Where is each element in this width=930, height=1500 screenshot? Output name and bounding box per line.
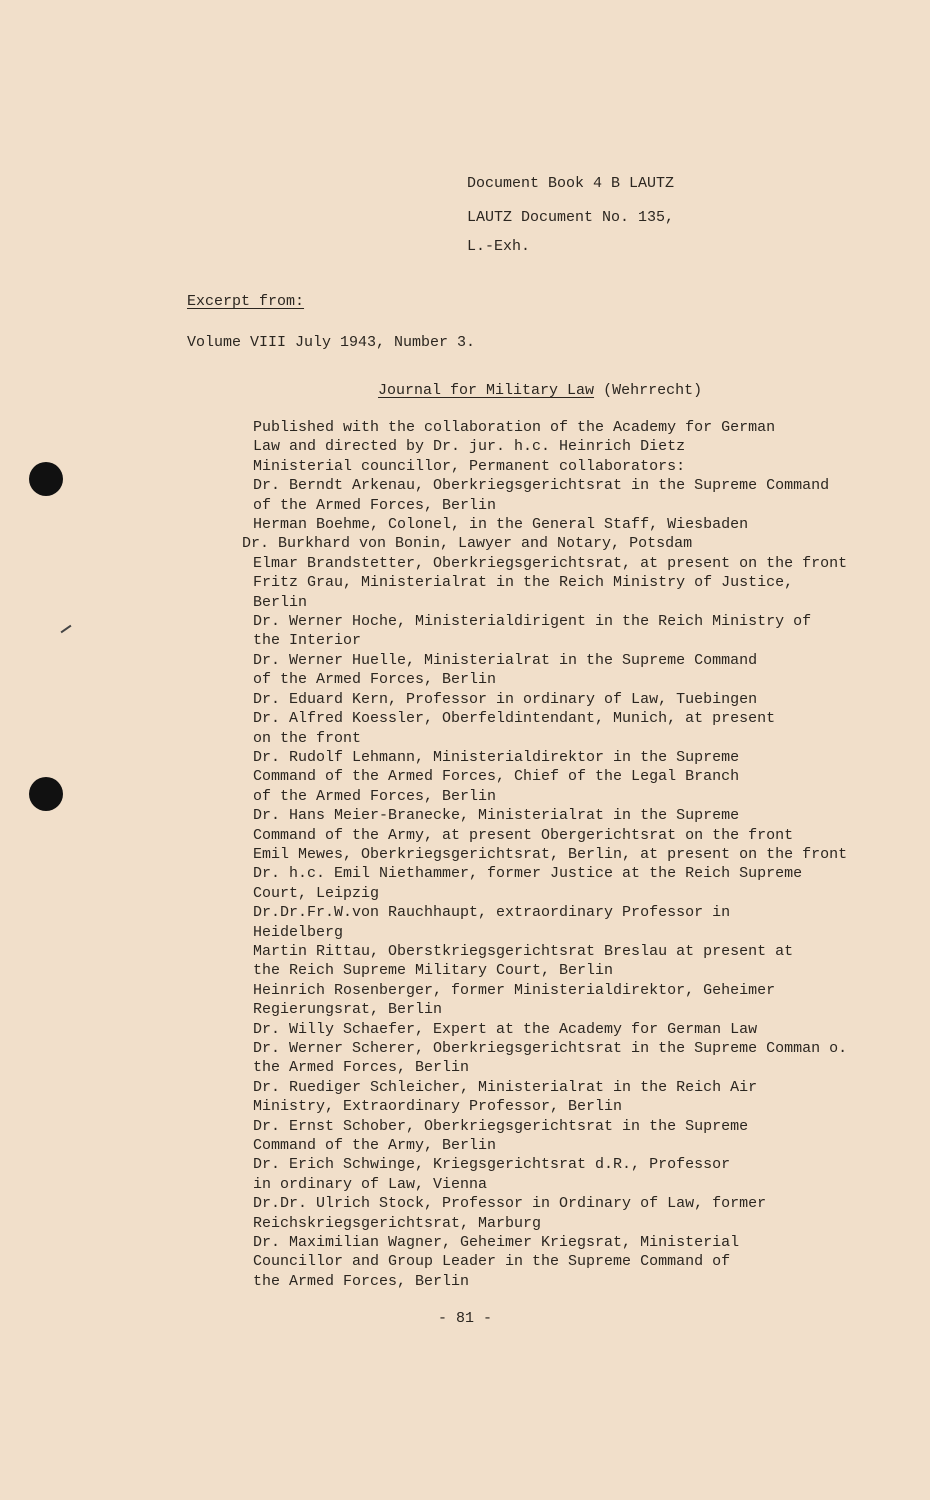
body-line: Heidelberg — [253, 923, 344, 941]
body-line: Dr. Burkhard von Bonin, Lawyer and Notary, Potsdam — [242, 535, 693, 553]
collaborators-list — [242, 418, 892, 1291]
body-line: Dr. Werner Hoche, Ministerialdirigent in the Reich Ministry of — [253, 613, 812, 631]
body-line: Regierungsrat, Berlin — [253, 1001, 443, 1019]
body-line: Court, Leipzig — [253, 884, 380, 902]
body-line: Published with the collaboration of the Academy for German — [253, 419, 776, 436]
body-line: Ministerial councillor, Permanent collaborators: — [253, 457, 686, 475]
journal-german-title: (Wehrrecht) — [603, 382, 703, 399]
body-line: of the Armed Forces, Berlin — [253, 787, 497, 805]
pencil-mark — [61, 625, 72, 634]
body-line: Dr. h.c. Emil Niethammer, former Justice at the Reich Supreme — [253, 865, 803, 883]
body-line: Martin Rittau, Oberstkriegsgerichtsrat Breslau at present at — [253, 942, 794, 960]
body-line: the Armed Forces, Berlin — [253, 1059, 470, 1077]
body-line: Dr. Alfred Koessler, Oberfeldintendant, Munich, at present — [253, 710, 776, 728]
excerpt-label: Excerpt from: — [187, 293, 305, 310]
body-line: the Interior — [253, 632, 362, 650]
body-line: of the Armed Forces, Berlin — [253, 671, 497, 689]
body-line: Emil Mewes, Oberkriegsgerichtsrat, Berlin, at present on the front — [253, 845, 848, 863]
body-line: Dr. Maximilian Wagner, Geheimer Kriegsrat, Ministerial — [253, 1234, 740, 1252]
body-line: Command of the Army, Berlin — [253, 1137, 497, 1155]
body-line: Command of the Army, at present Obergerichtsrat on the front — [253, 826, 794, 844]
body-line: Dr. Willy Schaefer, Expert at the Academy for German Law — [253, 1020, 758, 1038]
body-line: Dr. Ruediger Schleicher, Ministerialrat in the Reich Air — [253, 1078, 758, 1096]
body-line: Dr. Ernst Schober, Oberkriegsgerichtsrat in the Supreme — [253, 1117, 749, 1135]
body-line: Law and directed by Dr. jur. h.c. Heinrich Dietz — [253, 438, 686, 456]
body-line: Dr. Hans Meier-Branecke, Ministerialrat in the Supreme — [253, 807, 740, 825]
body-line: Dr. Erich Schwinge, Kriegsgerichtsrat d.R., Professor — [253, 1156, 731, 1174]
page-number: - 81 - — [437, 1310, 492, 1327]
body-line: Command of the Armed Forces, Chief of the Legal Branch — [253, 768, 740, 786]
body-line: Reichskriegsgerichtsrat, Marburg — [253, 1214, 542, 1232]
body-line: Dr. Berndt Arkenau, Oberkriegsgerichtsrat in the Supreme Command — [253, 477, 830, 495]
body-line: Elmar Brandstetter, Oberkriegsgerichtsrat, at present on the front — [253, 554, 848, 572]
body-line: Councillor and Group Leader in the Supreme Command of — [253, 1253, 731, 1271]
punch-hole-top — [29, 462, 63, 496]
body-line: Dr. Rudolf Lehmann, Ministerialdirektor in the Supreme — [253, 748, 740, 766]
body-line: on the front — [253, 729, 362, 747]
body-line: the Reich Supreme Military Court, Berlin — [253, 962, 614, 980]
body-line: Dr.Dr.Fr.W.von Rauchhaupt, extraordinary Professor in — [253, 904, 731, 922]
body-line: Fritz Grau, Ministerialrat in the Reich Ministry of Justice, — [253, 574, 794, 592]
body-line: the Armed Forces, Berlin — [253, 1272, 470, 1290]
document-number: LAUTZ Document No. 135, — [467, 209, 675, 226]
document-book-label: Document Book 4 B LAUTZ — [467, 175, 675, 192]
journal-title: Journal for Military Law — [378, 382, 595, 399]
body-line: in ordinary of Law, Vienna — [253, 1175, 488, 1193]
body-line: of the Armed Forces, Berlin — [253, 496, 497, 514]
body-line: Berlin — [253, 593, 308, 611]
volume-line: Volume VIII July 1943, Number 3. — [187, 334, 476, 351]
body-line: Dr. Werner Huelle, Ministerialrat in the Supreme Command — [253, 651, 758, 669]
punch-hole-bottom — [29, 777, 63, 811]
journal-heading — [378, 381, 702, 400]
body-line: Dr. Werner Scherer, Oberkriegsgerichtsrat in the Supreme Comman o. — [253, 1040, 848, 1057]
body-line: Ministry, Extraordinary Professor, Berlin — [253, 1098, 623, 1116]
exhibit-label: L.-Exh. — [467, 238, 531, 255]
body-line: Dr. Eduard Kern, Professor in ordinary of Law, Tuebingen — [253, 690, 758, 708]
body-line: Dr.Dr. Ulrich Stock, Professor in Ordinary of Law, former — [253, 1195, 767, 1213]
body-line: Herman Boehme, Colonel, in the General Staff, Wiesbaden — [253, 516, 749, 534]
body-line: Heinrich Rosenberger, former Ministerialdirektor, Geheimer — [253, 981, 776, 999]
